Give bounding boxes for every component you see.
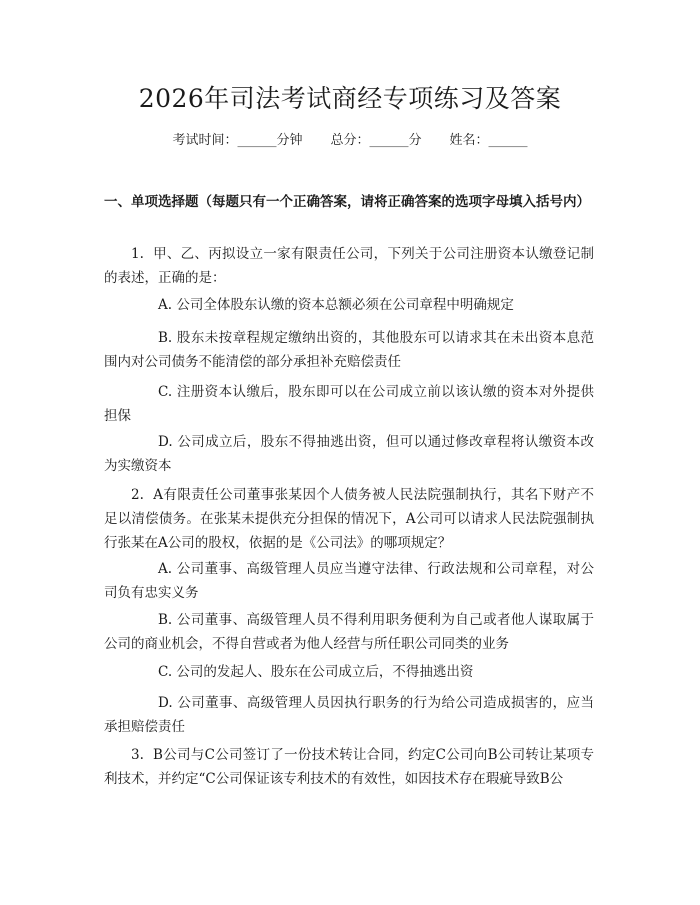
question-2-option-d: D. 公司董事、高级管理人员因执行职务的行为给公司造成损害的，应当承担赔偿责任 <box>104 695 594 735</box>
question-number: 2. <box>131 487 144 503</box>
question-1-option-d: D. 公司成立后，股东不得抽逃出资，但可以通过修改章程将认缴资本改为实缴资本 <box>104 434 594 474</box>
total-score-field: 总分：______分 <box>330 133 422 148</box>
question-1-option-b: B. 股东未按章程规定缴纳出资的，其他股东可以请求其在未出资本息范围内对公司债务不能清偿的部分承担补充赔偿责任 <box>104 330 594 370</box>
question-text: 甲、乙、丙拟设立一家有限责任公司，下列关于公司注册资本认缴登记制的表述，正确的是： <box>104 246 595 286</box>
question-1-option-c: C. 注册资本认缴后，股东即可以在公司成立前以该认缴的资本对外提供担保 <box>104 384 594 424</box>
question-text: A有限责任公司董事张某因个人债务被人民法院强制执行，其名下财产不足以清偿债务。在张某未提供充分担保的情况下，A公司可以请求人民法院强制执行张某在A公司的股权，依据的是《公司法》的哪项规定？ <box>104 487 594 551</box>
section-heading: 一、单项选择题（每题只有一个正确答案，请将正确答案的选项字母填入括号内） <box>104 194 590 210</box>
exam-time-field: 考试时间：______分钟 <box>172 133 303 148</box>
exam-info-line <box>0 132 700 150</box>
question-text: B公司与C公司签订了一份技术转让合同，约定C公司向B公司转让某项专利技术，并约定“C公司保证该专利技术的有效性，如因技术存在瑕疵导致B公 <box>104 747 595 787</box>
question-2-option-b: B. 公司董事、高级管理人员不得利用职务便利为自己或者他人谋取属于公司的商业机会，不得自营或者为他人经营与所任职公司同类的业务 <box>104 612 594 652</box>
question-2-stem <box>104 483 594 555</box>
question-1-option-a: A. 公司全体股东认缴的资本总额必须在公司章程中明确规定 <box>158 297 514 313</box>
question-2-option-c: C. 公司的发起人、股东在公司成立后，不得抽逃出资 <box>158 664 474 680</box>
question-number: 3. <box>131 747 144 763</box>
question-1-stem <box>104 242 594 290</box>
page-title: 2026年司法考试商经专项练习及答案 <box>138 84 562 113</box>
question-3-stem <box>104 743 594 791</box>
question-number: 1. <box>131 246 144 262</box>
question-2-option-a: A. 公司董事、高级管理人员应当遵守法律、行政法规和公司章程，对公司负有忠实义务 <box>104 561 594 601</box>
name-field: 姓名：______ <box>449 133 528 148</box>
